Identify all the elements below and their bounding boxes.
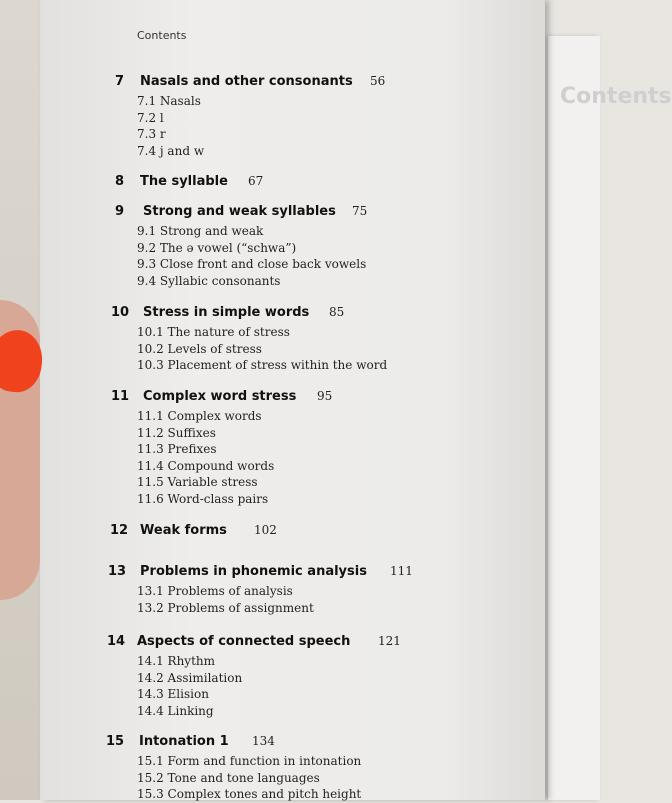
- chapter-number: 7: [115, 74, 125, 89]
- section-entry: 10.3 Placement of stress within the word: [137, 358, 388, 372]
- section-entry: 15.1 Form and function in intonation: [137, 754, 362, 768]
- section-list: [137, 223, 366, 289]
- chapter-number: 14: [107, 634, 126, 649]
- section-entry: 15.2 Tone and tone languages: [137, 770, 320, 785]
- chapter-title: Strong and weak syllables: [143, 204, 336, 219]
- section-entry: 14.3 Elision: [137, 687, 209, 701]
- chapter-page-number: 102: [254, 523, 277, 537]
- chapter-number: 12: [110, 523, 129, 538]
- section-entry: 9.1 Strong and weak: [137, 224, 264, 238]
- section-entry: 7.3 r: [137, 127, 166, 141]
- chapter-number: 15: [106, 734, 125, 749]
- chapter-title: Stress in simple words: [143, 305, 310, 320]
- section-entry: 9.4 Syllabic consonants: [137, 273, 281, 288]
- section-entry: 7.4 j and w: [137, 143, 205, 158]
- chapter-title: Problems in phonemic analysis: [140, 564, 367, 579]
- chapter-title: Nasals and other consonants: [140, 74, 353, 89]
- chapter-page-number: 111: [390, 564, 413, 578]
- chapter-page-number: 134: [252, 734, 275, 748]
- chapter-number: 10: [111, 305, 130, 320]
- chapter-number: 9: [115, 204, 125, 219]
- section-list: [137, 324, 387, 374]
- section-entry: 9.2 The ə vowel (“schwa”): [137, 240, 297, 255]
- section-entry: 13.1 Problems of analysis: [137, 584, 293, 598]
- chapter-title: Complex word stress: [143, 389, 297, 404]
- chapter-page-number: 85: [329, 305, 345, 319]
- section-entry: 7.1 Nasals: [137, 94, 201, 108]
- chapter-page-number: 75: [352, 204, 368, 218]
- chapter-page-number: 67: [248, 174, 264, 188]
- section-entry: 14.4 Linking: [137, 703, 214, 718]
- chapter-number: 13: [108, 564, 127, 579]
- section-entry: 11.5 Variable stress: [137, 475, 258, 489]
- section-entry: 14.1 Rhythm: [137, 654, 216, 668]
- running-head: Contents: [137, 29, 187, 42]
- section-entry: 13.2 Problems of assignment: [137, 600, 314, 615]
- section-entry: 11.4 Compound words: [137, 458, 275, 473]
- chapter-page-number: 95: [317, 389, 333, 403]
- section-entry: 11.1 Complex words: [137, 409, 262, 423]
- section-entry: 11.2 Suffixes: [137, 425, 216, 440]
- chapter-title: Aspects of connected speech: [137, 634, 351, 649]
- chapter-page-number: 56: [370, 74, 386, 88]
- section-entry: 11.3 Prefixes: [137, 442, 217, 456]
- section-entry: 9.3 Close front and close back vowels: [137, 257, 367, 271]
- section-list: [137, 753, 361, 803]
- section-entry: 14.2 Assimilation: [137, 670, 243, 685]
- section-entry: 11.6 Word-class pairs: [137, 491, 269, 506]
- section-list: [137, 583, 314, 616]
- facing-page-bleed-text: Contents: [560, 84, 672, 109]
- chapter-page-number: 121: [378, 634, 401, 648]
- chapter-title: Intonation 1: [139, 734, 229, 749]
- section-entry: 10.2 Levels of stress: [137, 341, 262, 356]
- chapter-title: The syllable: [140, 174, 228, 189]
- section-entry: 7.2 l: [137, 110, 164, 125]
- chapter-number: 11: [111, 389, 130, 404]
- facing-page: [548, 36, 672, 800]
- section-list: [137, 653, 242, 719]
- chapter-number: 8: [115, 174, 125, 189]
- section-entry: 10.1 The nature of stress: [137, 325, 290, 339]
- section-entry: 15.3 Complex tones and pitch height: [137, 787, 362, 801]
- section-list: [137, 408, 274, 507]
- chapter-title: Weak forms: [140, 523, 227, 538]
- section-list: [137, 93, 204, 159]
